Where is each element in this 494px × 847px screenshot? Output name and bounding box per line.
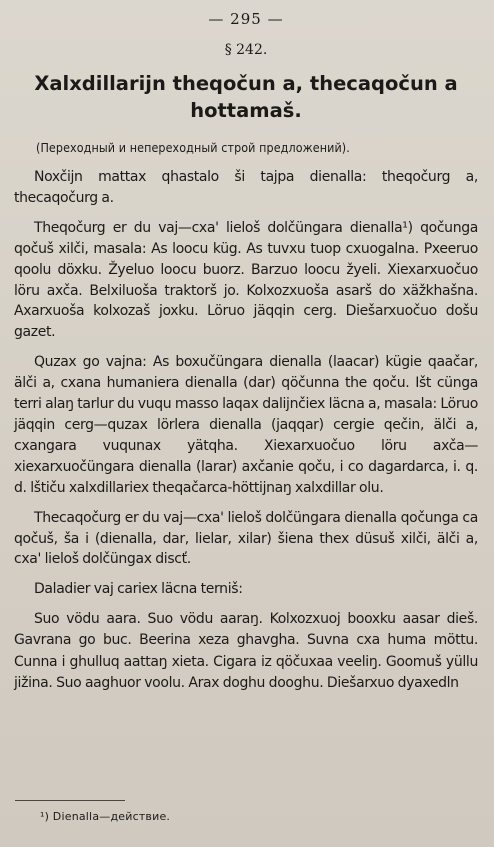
paragraph-intro: Noxčijn mattax qhastalo ši tajpa dienalla: theqočurg a, thecaqočurg a.	[14, 169, 478, 206]
section-subtitle: (Переходный и непереходный строй предложений).	[36, 140, 350, 155]
footnote: ¹) Dienalla—действие.	[40, 810, 171, 823]
page-number: — 295 —	[208, 10, 284, 28]
footnote-divider	[15, 800, 125, 801]
paragraph-explanation: Quzax go vajna: As boxučüngara dienalla (laacar) kügie qaačar, älči a, cxana humaniera dienalla (dar) qöčunna the qoču. Išt cünga terri alaŋ tarlur du vuqu masso laqax dalijnčiex läcna a, masala: Löruo jäqqin cerg—quzax lörlera dienalla (jaqqar) cergie qečin, älči a, cxangara vuqunax yätqha. Xiexarxuočuo löru axča—xiexarxuočüngara dienalla (larar) axčanie qoču, i co dagardarca, i. q. d. lštiču xalxdillariex theqačarca-höttijnaŋ xalxdillar olu.	[14, 354, 478, 496]
paragraph-examples: Suo vödu aara. Suo vödu aaraŋ. Kolxozxuoj booxku aasar dieš. Gavrana go buc. Beerina xeza ghavgha. Suvna cxa huma möttu. Cunna i ghulluq aattaŋ xieta. Cigara iz qöčuxaa veeliŋ. Goomuš yüllu jižina. Suo aaghuor voolu. Arax doghu dooghu. Diešarxuo dyaxedln	[14, 611, 478, 691]
paragraph-transitive: Theqočurg er du vaj—cxa' lieloš dolčüngara dienalla¹) qočunga qočuš xilči, masala: As loocu küg. As tuvxu tuop cxuogalna. Pxeeruo qoolu döxku. Žyeluo loocu buorz. Barzuo loocu žyeli. Xiexarxuočuo löru axča. Belxiluoša traktorš jo. Kolxozxuoša asarš do xäžkhašna. Axarxuoša kolxozaš joxku. Löruo jäqqin cerg. Diešarxuočuo došu gazet.	[14, 219, 478, 341]
section-number: § 242.	[224, 42, 268, 58]
paragraph-examples-heading: Daladier vaj cariex läcna terniš:	[34, 581, 243, 598]
paragraph-intransitive: Thecaqočurg er du vaj—cxa' lieloš dolčüngara dienalla qočunga ca qočuš, ša i (dienalla, dar, lielar, xilar) šiena thex düsuš xilči, älči a, cxa' lieloš dolčüngax discť.	[14, 509, 478, 568]
section-title: Xalxdillarijn theqočun a, thecaqočun a hottamaš.	[34, 72, 458, 122]
